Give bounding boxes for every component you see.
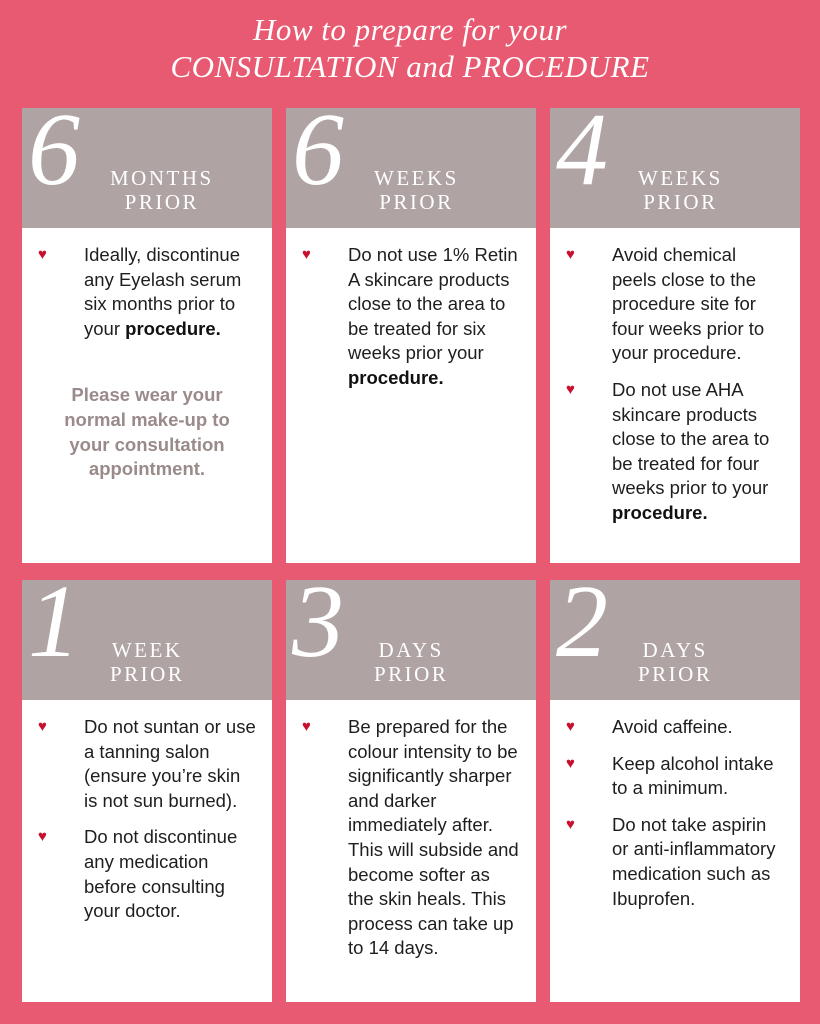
card-body bbox=[286, 228, 536, 391]
card-unit: DAYS PRIOR bbox=[638, 638, 713, 686]
heart-icon: ♥ bbox=[566, 718, 575, 735]
card-body bbox=[550, 228, 800, 526]
card-header bbox=[550, 108, 800, 228]
title-line-2: CONSULTATION and PROCEDURE bbox=[170, 48, 650, 84]
card-header bbox=[22, 580, 272, 700]
card-6-weeks bbox=[286, 108, 536, 563]
card-unit: DAYS PRIOR bbox=[374, 638, 449, 686]
card-unit: WEEK PRIOR bbox=[110, 638, 185, 686]
heart-icon: ♥ bbox=[566, 246, 575, 263]
heart-icon: ♥ bbox=[302, 718, 311, 735]
list-item: ♥ Do not use 1% Retin A skincare products close to the area to be treated for six weeks prior your procedure. bbox=[302, 244, 518, 388]
list-item: ♥ Do not discontinue any medication before consulting your doctor. bbox=[38, 826, 238, 922]
heart-icon: ♥ bbox=[302, 246, 311, 263]
card-header bbox=[286, 108, 536, 228]
card-number: 3 bbox=[292, 580, 344, 679]
list-item: ♥ Do not suntan or use a tanning salon (ensure you’re skin is not sun burned). bbox=[38, 716, 256, 811]
list-item: ♥ Keep alcohol intake to a minimum. bbox=[566, 752, 774, 799]
card-number: 1 bbox=[28, 580, 80, 679]
heart-icon: ♥ bbox=[566, 754, 575, 772]
card-header bbox=[22, 108, 272, 228]
card-number: 6 bbox=[28, 108, 80, 207]
title-line-1: How to prepare for your bbox=[252, 12, 568, 47]
list-item: ♥ Avoid caffeine. bbox=[566, 716, 733, 737]
heart-icon: ♥ bbox=[566, 380, 575, 398]
list-item: ♥ Ideally, discontinue any Eyelash serum six months prior to your procedure. bbox=[38, 244, 242, 339]
card-2-days bbox=[550, 580, 800, 1002]
card-number: 4 bbox=[556, 108, 608, 207]
card-header bbox=[550, 580, 800, 700]
card-body bbox=[550, 700, 800, 911]
card-header bbox=[286, 580, 536, 700]
card-4-weeks bbox=[550, 108, 800, 563]
list-item: ♥ Do not use AHA skincare products close to the area to be treated for four weeks prior to your procedure. bbox=[566, 378, 770, 523]
card-body bbox=[286, 700, 536, 961]
card-number: 2 bbox=[556, 580, 608, 679]
card-3-days bbox=[286, 580, 536, 1002]
card-unit: WEEKS PRIOR bbox=[638, 166, 723, 214]
card-number: 6 bbox=[292, 108, 344, 207]
card-6-months bbox=[22, 108, 272, 563]
page-title bbox=[0, 12, 820, 85]
card-body bbox=[22, 700, 272, 924]
list-item: ♥ Avoid chemical peels close to the procedure site for four weeks prior to your procedure. bbox=[566, 244, 765, 364]
list-item: ♥ Do not take aspirin or anti-inflammatory medication such as Ibuprofen. bbox=[566, 813, 776, 909]
heart-icon: ♥ bbox=[38, 718, 47, 735]
consultation-note: Please wear your normal make-up to your consultation appointment. bbox=[64, 384, 230, 480]
heart-icon: ♥ bbox=[566, 815, 575, 833]
card-1-week bbox=[22, 580, 272, 1002]
list-item: ♥ Be prepared for the colour intensity to be significantly sharper and darker immediately after. This will subside and become softer as the skin heals. This process can take up to 14 days. bbox=[302, 716, 519, 959]
card-unit: MONTHS PRIOR bbox=[110, 166, 214, 214]
heart-icon: ♥ bbox=[38, 828, 47, 846]
card-unit: WEEKS PRIOR bbox=[374, 166, 459, 214]
card-body bbox=[22, 228, 272, 482]
heart-icon: ♥ bbox=[38, 246, 47, 263]
